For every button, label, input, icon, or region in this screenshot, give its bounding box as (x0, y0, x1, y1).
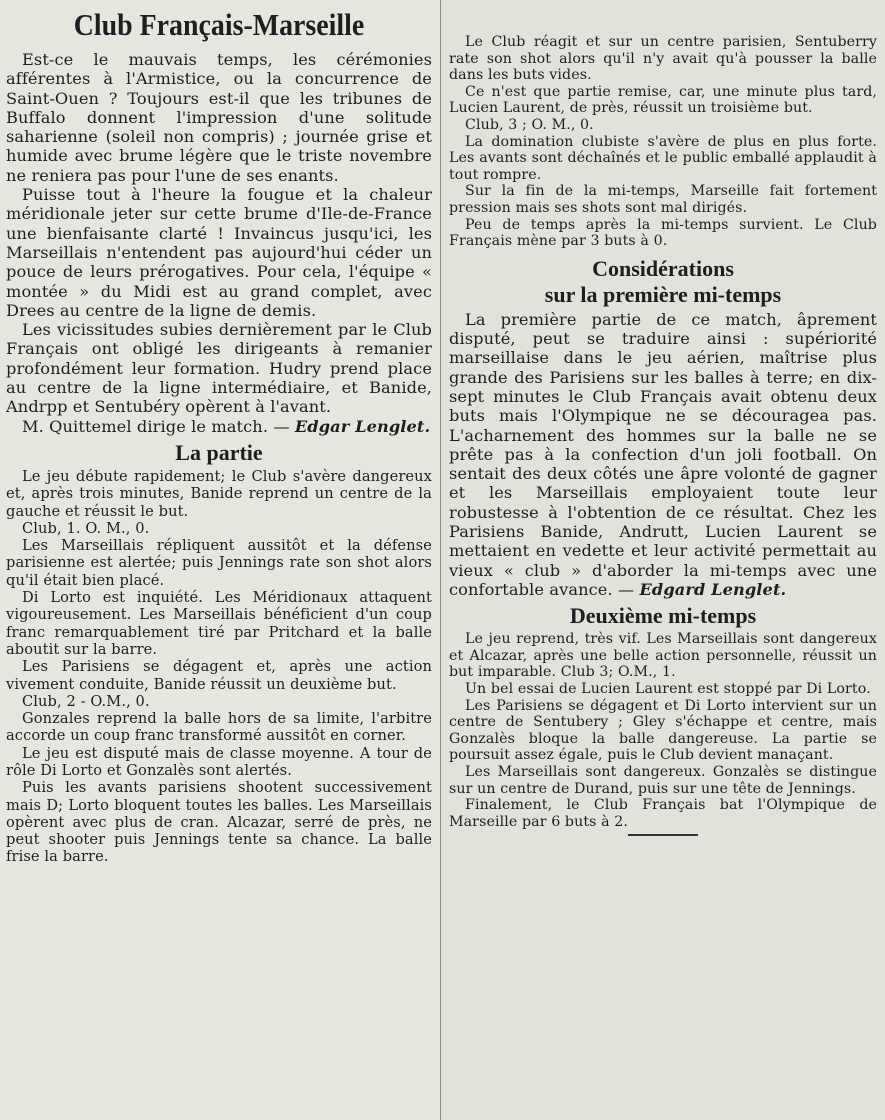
score-line: Club, 3 ; O. M., 0. (465, 116, 594, 133)
intro-paragraph: Les vicissitudes subies dernièrement par le Club Français ont obligé les dirigeants à remanier profondément leur formation. Hudry prend place au centre de la ligne intermédiaire, et Banide, Andrpp et Sentubéry opèrent à l'avant. (6, 320, 432, 417)
author-signature: Edgard Lenglet. (639, 579, 787, 599)
match-paragraph: Les Marseillais répliquent aussitôt et la défense parisienne est alertée; puis Jennings rate son shot alors qu'il était bien placé. (6, 537, 432, 589)
match-paragraph: Gonzales reprend la balle hors de sa limite, l'arbitre accorde un coup franc transformé aussitôt en corner. (6, 710, 432, 745)
match-paragraph: Les Parisiens se dégagent et Di Lorto intervient sur un centre de Sentubery ; Gley s'échappe et centre, mais Gonzalès bloque la balle dangereuse. La partie se poursuit assez égale, puis le Club devient manaçant. (449, 697, 877, 764)
final-result-paragraph: Finalement, le Club Français bat l'Olympique de Marseille par 6 buts à 2. (449, 797, 877, 830)
match-paragraph: Peu de temps après la mi-temps survient. Le Club Français mène par 3 buts à 0. (449, 216, 877, 250)
match-paragraph: Le jeu débute rapidement; le Club s'avère dangereux et, après trois minutes, Banide reprend un centre de la gauche et réussit le but. (6, 467, 432, 520)
section-subheading-considerations: sur la première mi-temps (544, 281, 782, 307)
match-paragraph: Di Lorto est inquiété. Les Méridionaux attaquent vigoureusement. Les Marseillais bénéficient d'un coup franc remarquablement tiré par Pritchard et la balle aboutit sur la barre. (6, 589, 432, 658)
score-line: Club, 2 - O.M., 0. (22, 692, 150, 710)
match-paragraph: Ce n'est que partie remise, car, une minute plus tard, Lucien Laurent, de près, réussit un troisième but. (449, 83, 877, 117)
match-paragraph: Le Club réagit et sur un centre parisien, Sentuberry rate son shot alors qu'il n'y avait qu'à pousser la balle dans les buts vides. (449, 34, 877, 84)
intro-paragraph: Est-ce le mauvais temps, les cérémonies afférentes à l'Armistice, ou la concurrence de Saint-Ouen ? Toujours est-il que les tribunes de Buffalo donnent l'impression d'une solitude saharienne (soleil non compris) ; journée grise et humide avec brume légère que le triste novembre ne reniera pas pour l'une de ses enants. (6, 50, 432, 185)
match-paragraph: Le jeu est disputé mais de classe moyenne. A tour de rôle Di Lorto et Gonzalès sont alertés. (6, 744, 432, 779)
intro-paragraph: Puisse tout à l'heure la fougue et la chaleur méridionale jeter sur cette brume d'Ile-de-France une bienfaisante clarté ! Invaincus jusqu'ici, les Marseillais n'entendent pas aujourd'hui céder un pouce de leurs prérogatives. Pour cela, l'équipe « montée » du Midi est au grand complet, avec Drees au centre de la ligne de demis. (6, 185, 432, 320)
match-paragraph: Le jeu reprend, très vif. Les Marseillais sont dangereux et Alcazar, après une belle action personnelle, réussit un but imparable. Club 3; O.M., 1. (449, 631, 877, 681)
article-title: Club Français-Marseille (73, 7, 365, 42)
score-line: Club, 1. O. M., 0. (22, 519, 150, 537)
referee-line: M. Quittemel dirige le match. — (22, 416, 290, 436)
right-column (441, 0, 885, 1120)
intro-byline-paragraph (6, 417, 432, 436)
match-paragraph: Puis les avants parisiens shootent successivement mais D; Lorto bloquent toutes les balles. Les Marseillais opèrent avec plus de cran. Alcazar, serré de près, ne peut shooter puis Jennings tente sa chance. La balle frise la barre. (6, 779, 432, 866)
considerations-paragraph (449, 310, 877, 599)
match-paragraph: Les Parisiens se dégagent et, après une action vivement conduite, Banide réussit un deuxième but. (6, 658, 432, 693)
end-rule (628, 834, 698, 836)
section-heading-deuxieme: Deuxième mi-temps (569, 603, 757, 629)
considerations-text: La première partie de ce match, âprement disputé, peut se traduire ainsi : supériorité marseillaise dans le jeu aérien, maîtrise plus grande des Parisiens sur les balles à terre; en dix-sept minutes le Club Français avait obtenu deux buts mais l'Olympique ne se découragea pas. L'acharnement des hommes sur la balle ne se prête pas à la confection d'un joli football. On sentait des deux côtés une âpre volonté de gagner et les Marseillais employaient toute leur robustesse à l'obtention de ce résultat. Chez les Parisiens Banide, Andrutt, Lucien Laurent se mettaient en vedette et leur activité permettait au vieux « club » d'aborder la mi-temps avec une confortable avance. — (449, 309, 877, 599)
match-paragraph: Sur la fin de la mi-temps, Marseille fait fortement pression mais ses shots sont mal dirigés. (449, 183, 877, 216)
match-paragraph: Les Marseillais sont dangereux. Gonzalès se distingue sur un centre de Durand, puis sur une tête de Jennings. (449, 763, 877, 797)
match-paragraph: La domination clubiste s'avère de plus en plus forte. Les avants sont déchaînés et le public emballé applaudit à tout rompre. (449, 133, 877, 183)
left-column (0, 0, 440, 1120)
section-heading-partie: La partie (175, 439, 263, 465)
match-paragraph: Un bel essai de Lucien Laurent est stoppé par Di Lorto. (465, 680, 871, 697)
section-heading-considerations: Considérations (592, 255, 734, 281)
author-signature: Edgar Lenglet. (294, 416, 431, 436)
